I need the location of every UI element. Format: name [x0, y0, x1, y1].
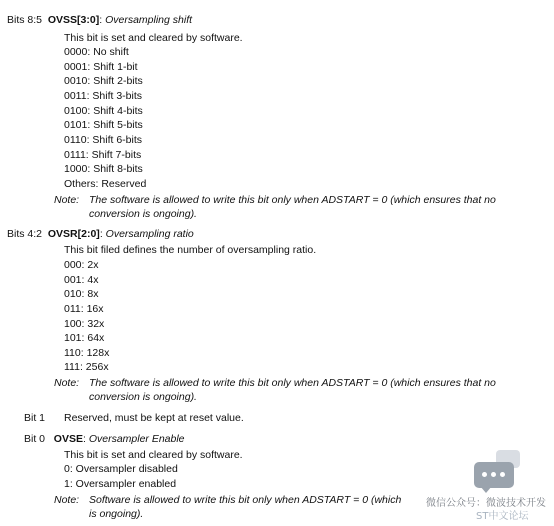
bit1-text: Reserved, must be kept at reset value. — [64, 412, 244, 424]
ovss-note-line1: The software is allowed to write this bit only when ADSTART = 0 (which ensures that no — [89, 194, 496, 206]
ovsr-option: 001: 4x — [64, 274, 99, 286]
chat-bubble-icon — [474, 462, 514, 488]
ovss-option: 0101: Shift 5-bits — [64, 119, 143, 131]
ovss-note-line2: conversion is ongoing). — [89, 208, 197, 220]
watermark — [426, 450, 554, 526]
ovsr-sentence: This bit filed defines the number of oversampling ratio. — [64, 244, 317, 256]
watermark-text-wechat: 微信公众号：微波技术开发 — [426, 498, 546, 509]
ovsr-option: 010: 8x — [64, 288, 99, 300]
ovss-option: 0011: Shift 3-bits — [64, 90, 143, 102]
ovss-option: Others: Reserved — [64, 178, 147, 190]
ovss-option: 0100: Shift 4-bits — [64, 105, 143, 117]
ovss-option: 0110: Shift 6-bits — [64, 134, 143, 146]
ovss-bits: Bits 8:5 — [7, 14, 43, 26]
ovsr-option: 011: 16x — [64, 303, 104, 315]
ovss-note-label: Note: — [54, 194, 80, 206]
ovss-field-desc: Oversampling shift — [105, 14, 193, 26]
ovse-header: Bit 0 OVSE: Oversampler Enable — [24, 433, 185, 445]
ovsr-option: 101: 64x — [64, 332, 105, 344]
ovss-sentence: This bit is set and cleared by software. — [64, 32, 243, 44]
ovsr-field-name: OVSR[2:0] — [47, 228, 100, 240]
ovsr-note-label: Note: — [54, 377, 80, 389]
bit1-bits: Bit 1 — [24, 412, 46, 424]
ovse-field-name: OVSE — [53, 433, 83, 445]
ovse-field-desc: Oversampler Enable — [88, 433, 185, 445]
ovsr-header: Bits 4:2 OVSR[2:0]: Oversampling ratio — [7, 228, 194, 240]
ovsr-option: 110: 128x — [64, 347, 110, 359]
ovsr-field-desc: Oversampling ratio — [105, 228, 194, 240]
ovss-header: Bits 8:5 OVSS[3:0]: Oversampling shift — [7, 14, 193, 26]
ovse-note-label: Note: — [54, 494, 80, 506]
ovsr-option: 000: 2x — [64, 259, 99, 271]
ovss-option: 0010: Shift 2-bits — [64, 75, 143, 87]
ovsr-note-line2: conversion is ongoing). — [89, 391, 197, 403]
ovsr-option: 100: 32x — [64, 318, 105, 330]
ovsr-bits: Bits 4:2 — [7, 228, 43, 240]
ovss-option: 0001: Shift 1-bit — [64, 61, 138, 73]
ovse-bits: Bit 0 — [24, 433, 46, 445]
chat-bubble-tail-icon — [480, 486, 492, 493]
ovsr-note-line1: The software is allowed to write this bit only when ADSTART = 0 (which ensures that no — [89, 377, 496, 389]
ovss-option: 0000: No shift — [64, 46, 129, 58]
ovse-note-line2: is ongoing). — [89, 508, 144, 520]
ovse-note-line1: Software is allowed to write this bit only when ADSTART = 0 (which — [89, 494, 402, 506]
ovse-option: 0: Oversampler disabled — [64, 463, 178, 475]
ovsr-option: 111: 256x — [64, 361, 109, 373]
ovse-option: 1: Oversampler enabled — [64, 478, 177, 490]
ovse-sentence: This bit is set and cleared by software. — [64, 449, 243, 461]
ovss-option: 1000: Shift 8-bits — [64, 163, 143, 175]
watermark-text-forum: ST中文论坛 — [476, 511, 529, 522]
ovss-option: 0111: Shift 7-bits — [64, 149, 142, 161]
ovss-field-name: OVSS[3:0] — [47, 14, 100, 26]
